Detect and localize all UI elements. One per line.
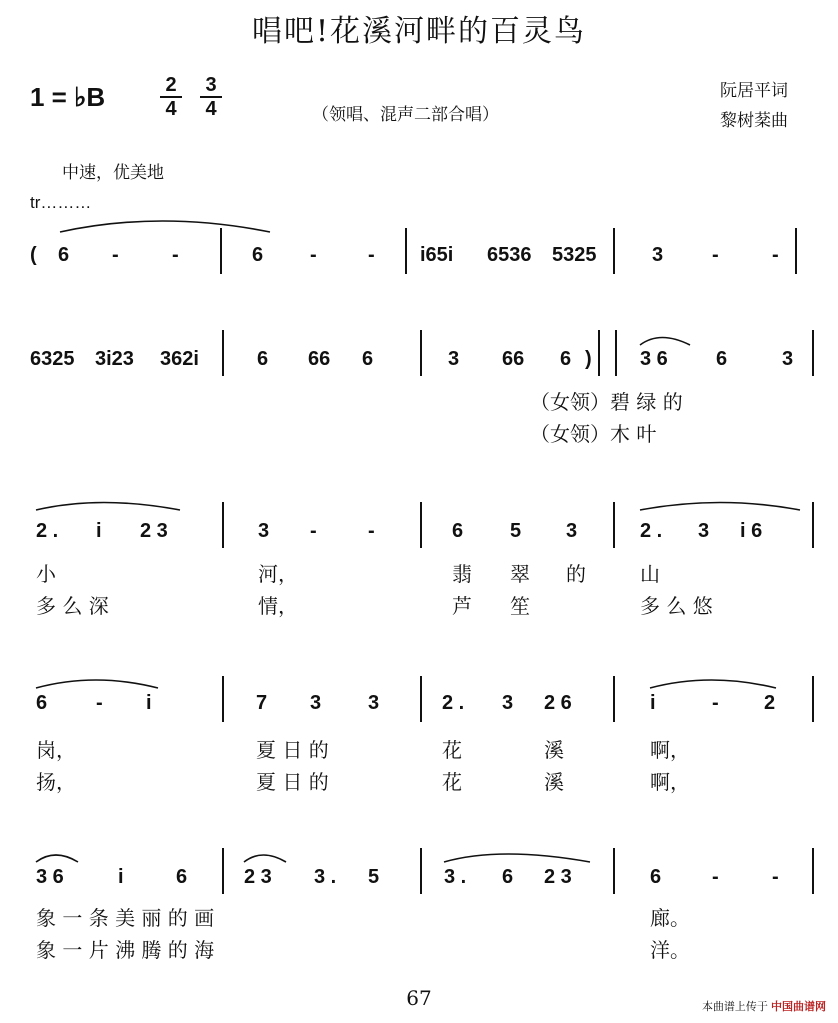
lyric: 翠 xyxy=(510,562,530,586)
lyric: 的 xyxy=(566,562,586,586)
note: 66 xyxy=(502,348,525,370)
note: 6 xyxy=(36,692,48,714)
note: 3 xyxy=(368,692,380,714)
lyric: 象 一 片 沸 腾 的 海 xyxy=(36,938,215,962)
lyric: 小 xyxy=(36,562,56,586)
note: 3 xyxy=(310,692,322,714)
note: 3 xyxy=(698,520,710,542)
lyric: 洋。 xyxy=(650,938,690,962)
note: 3 xyxy=(448,348,460,370)
lyric: 夏 日 的 xyxy=(256,738,329,762)
lyric: （女领）碧 绿 的 xyxy=(530,390,683,414)
note: i65i xyxy=(420,244,454,266)
note: ) xyxy=(585,348,592,370)
note: - xyxy=(172,244,179,266)
lyric: 啊， xyxy=(650,738,690,762)
lyric: 芦 xyxy=(452,594,472,618)
note: 7 xyxy=(256,692,268,714)
note: i xyxy=(96,520,102,542)
note: - xyxy=(368,244,375,266)
time-sig-bottom: 4 xyxy=(205,98,217,120)
note: 362i xyxy=(160,348,199,370)
note: - xyxy=(712,244,719,266)
note: ( xyxy=(30,244,37,266)
time-sig-bottom: 4 xyxy=(165,98,177,120)
tempo-marking: 中速，优美地 xyxy=(62,163,164,183)
note: i 6 xyxy=(740,520,763,542)
note: - xyxy=(112,244,119,266)
time-sig-top: 2 xyxy=(160,74,182,98)
lyric: 岗， xyxy=(36,738,76,762)
lyric: 花 xyxy=(442,738,462,762)
site-footer xyxy=(702,998,826,1014)
note: 5325 xyxy=(552,244,597,266)
note: - xyxy=(96,692,103,714)
performance-note: （领唱、混声二部合唱） xyxy=(312,105,499,125)
note: 6 xyxy=(58,244,70,266)
note: 6325 xyxy=(30,348,75,370)
lyric: 情， xyxy=(258,594,298,618)
lyric: 扬， xyxy=(36,770,76,794)
note: 2 3 xyxy=(140,520,168,542)
note: 2 3 xyxy=(244,866,272,888)
lyric: 多 么 深 xyxy=(36,594,109,618)
note: 3i23 xyxy=(95,348,134,370)
note: 5 xyxy=(368,866,380,888)
lyric: 啊， xyxy=(650,770,690,794)
lyric: 花 xyxy=(442,770,462,794)
note: 6 xyxy=(452,520,464,542)
note: - xyxy=(310,520,317,542)
note: i xyxy=(146,692,152,714)
note: i xyxy=(650,692,656,714)
note: 3 xyxy=(502,692,514,714)
note: 6 xyxy=(650,866,662,888)
note: 66 xyxy=(308,348,331,370)
note: 6 xyxy=(257,348,269,370)
lyric: （女领）木 叶 xyxy=(530,422,657,446)
note: 2 3 xyxy=(544,866,572,888)
lyric: 河， xyxy=(258,562,298,586)
note: 3 . xyxy=(314,866,337,888)
trill-marking: tr……… xyxy=(30,193,92,212)
note: - xyxy=(368,520,375,542)
note: - xyxy=(772,244,779,266)
song-title: 唱吧!花溪河畔的百灵鸟 xyxy=(251,14,587,49)
lyric: 多 么 悠 xyxy=(640,594,713,618)
note: 3 xyxy=(652,244,664,266)
note: 3 xyxy=(782,348,794,370)
note: - xyxy=(310,244,317,266)
lyric: 山 xyxy=(640,562,660,586)
note: - xyxy=(772,866,779,888)
note: 3 xyxy=(566,520,578,542)
note: 6 xyxy=(502,866,514,888)
note: 2 . xyxy=(442,692,465,714)
note: 3 xyxy=(258,520,270,542)
note: 2 . xyxy=(36,520,59,542)
composer: 黎树棻曲 xyxy=(720,111,788,131)
lyric: 笙 xyxy=(510,594,530,618)
lyric: 溪 xyxy=(544,738,564,762)
note: 3 6 xyxy=(36,866,64,888)
note: 3 . xyxy=(444,866,467,888)
footer-text: 本曲谱上传于 xyxy=(701,1001,768,1013)
page-number: 67 xyxy=(406,986,432,1010)
time-sig-top: 3 xyxy=(200,74,222,98)
lyricist: 阮居平词 xyxy=(720,81,788,101)
note: 6 xyxy=(716,348,728,370)
lyric: 翡 xyxy=(452,562,472,586)
lyric: 廊。 xyxy=(650,906,690,930)
note: 5 xyxy=(510,520,522,542)
note: 6 xyxy=(560,348,572,370)
note: 6 xyxy=(362,348,374,370)
note: 6 xyxy=(252,244,264,266)
lyric: 象 一 条 美 丽 的 画 xyxy=(36,906,215,930)
note: 2 6 xyxy=(544,692,572,714)
note: 2 xyxy=(764,692,776,714)
note: 2 . xyxy=(640,520,663,542)
lyric: 溪 xyxy=(544,770,564,794)
lyric: 夏 日 的 xyxy=(256,770,329,794)
key-signature: 1 = ♭B xyxy=(30,82,106,112)
note: 3 6 xyxy=(640,348,668,370)
note: - xyxy=(712,866,719,888)
note: 6536 xyxy=(487,244,532,266)
site-brand: 中国曲谱网 xyxy=(771,1001,826,1013)
note: 6 xyxy=(176,866,188,888)
note: i xyxy=(118,866,124,888)
note: - xyxy=(712,692,719,714)
